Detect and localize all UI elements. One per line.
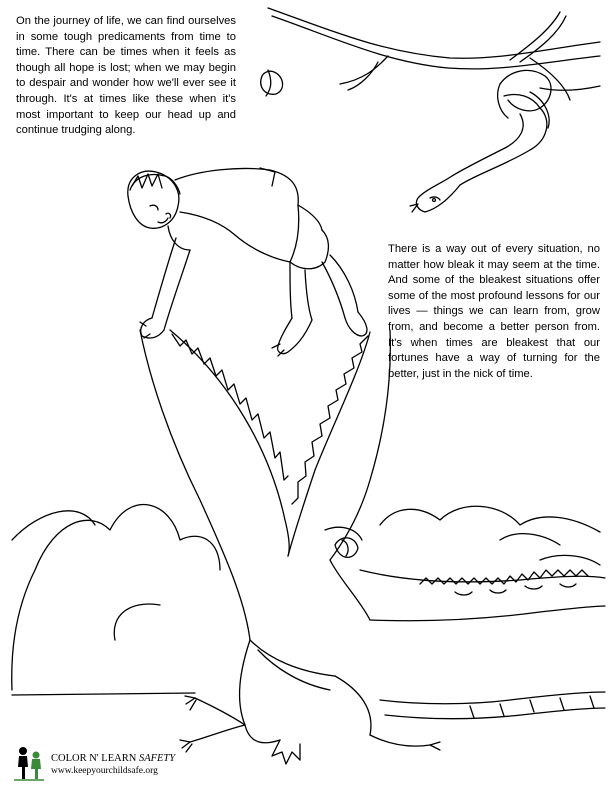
tree-branch xyxy=(261,8,600,100)
footer-brand-main: COLOR N' LEARN xyxy=(51,753,139,764)
lesson-paragraph: There is a way out of every situation, no matter how bleak it may seem at the time. And some of the bleakest situations offer some of the most profound lessons for our lives — things we can learn from, grow from, and become a better person from. It's when times are bleakest that our fortunes have a way of turning for the better, just in the nick of time. xyxy=(388,243,600,380)
alligator xyxy=(140,330,605,764)
background-bushes xyxy=(12,505,600,695)
footer-branding xyxy=(12,745,212,781)
footer-brand-title xyxy=(51,753,175,764)
boy-figure xyxy=(128,168,367,356)
two-children-logo-icon xyxy=(12,745,46,781)
snake xyxy=(410,70,600,212)
footer-brand-em: SAFETY xyxy=(138,753,176,764)
intro-paragraph: On the journey of life, we can find ourselves in some tough predicaments from time to time. There can be times when it feels as though all hope is lost; when we may begin to despair and wonder how we'll ever see it through. It's at times like these when it's most important to keep our head up and continue trudging along. xyxy=(16,15,236,137)
footer-url[interactable]: www.keepyourchildsafe.org xyxy=(51,766,158,776)
